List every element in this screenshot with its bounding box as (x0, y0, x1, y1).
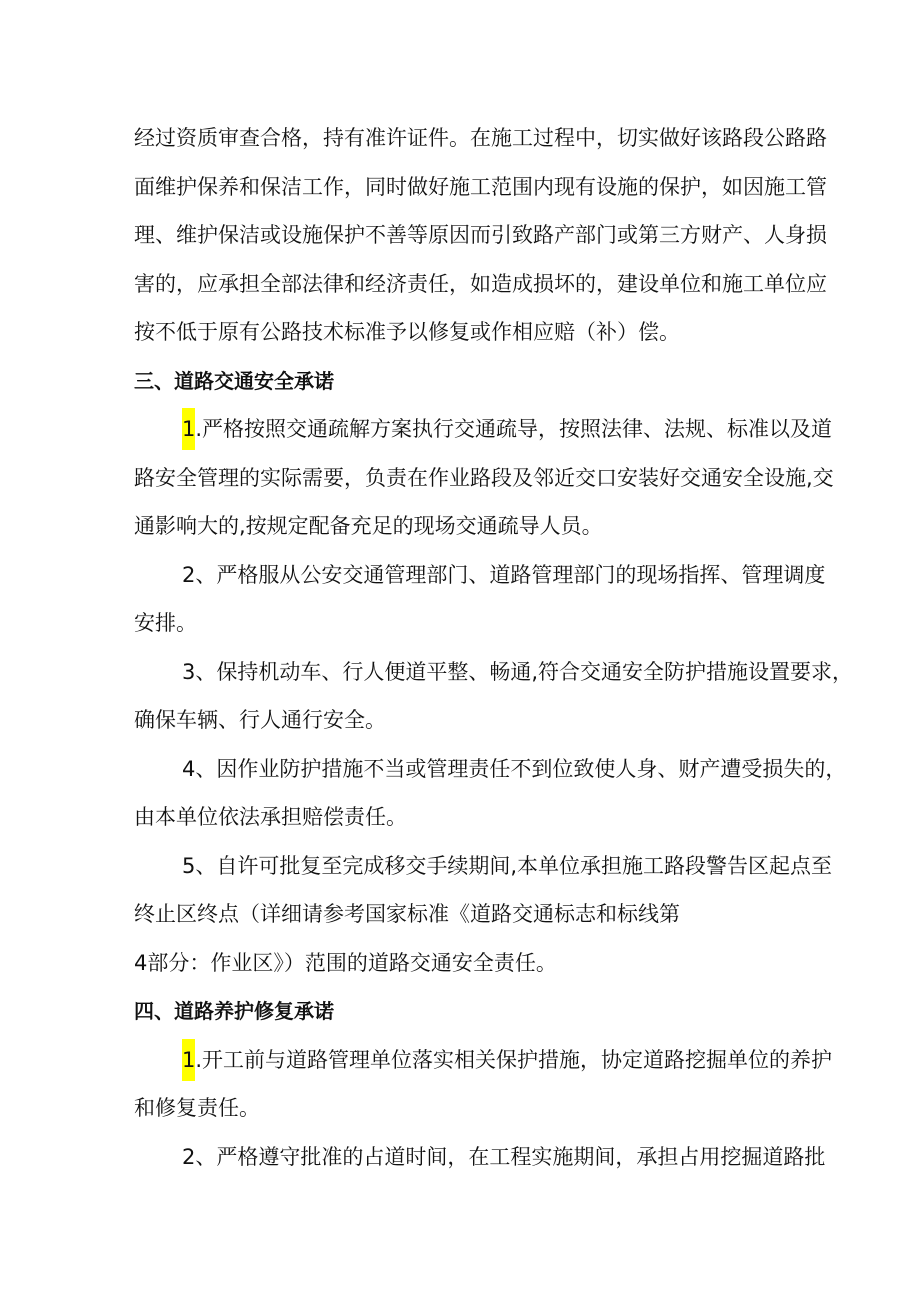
body-line: 和修复责任。 (134, 1096, 260, 1120)
body-line: 面维护保养和保洁工作，同时做好施工范围内现有设施的保护，如因施工管 (134, 175, 827, 199)
numbered-item: 2、严格遵守批准的占道时间，在工程实施期间，承担占用挖掘道路批 (182, 1145, 826, 1169)
numbered-item: 4、因作业防护措施不当或管理责任不到位致使人身、财产遭受损失的， (182, 757, 847, 781)
item-text: .严格按照交通疏解方案执行交通疏导，按照法律、法规、标准以及道 (195, 417, 833, 441)
body-line: 路安全管理的实际需要，负责在作业路段及邻近交口安装好交通安全设施,交 (134, 466, 834, 490)
highlighted-number: 1 (182, 1039, 195, 1081)
numbered-item (182, 1045, 832, 1075)
body-line: 按不低于原有公路技术标准予以修复或作相应赔（补）偿。 (134, 320, 680, 344)
item-text: .开工前与道路管理单位落实相关保护措施，协定道路挖掘单位的养护 (195, 1048, 833, 1072)
numbered-item (182, 414, 832, 444)
highlighted-number: 1 (182, 408, 195, 450)
section-heading-3: 三、道路交通安全承诺 (134, 369, 334, 393)
numbered-item: 5、自许可批复至完成移交手续期间,本单位承担施工路段警告区起点至 (182, 854, 833, 878)
body-line: 经过资质审查合格，持有准许证件。在施工过程中，切实做好该路段公路路 (134, 126, 827, 150)
body-line: 确保车辆、行人通行安全。 (134, 708, 386, 732)
body-line: 通影响大的,按规定配备充足的现场交通疏导人员。 (134, 514, 603, 538)
body-line: 4部分：作业区》）范围的道路交通安全责任。 (134, 951, 557, 975)
body-line: 安排。 (134, 611, 197, 635)
body-line: 由本单位依法承担赔偿责任。 (134, 805, 407, 829)
body-line: 终止区终点（详细请参考国家标准《道路交通标志和标线第 (134, 902, 680, 926)
numbered-item: 3、保持机动车、行人便道平整、畅通,符合交通安全防护措施设置要求， (182, 660, 854, 684)
numbered-item: 2、严格服从公安交通管理部门、道路管理部门的现场指挥、管理调度 (182, 563, 826, 587)
body-line: 害的，应承担全部法律和经济责任，如造成损坏的，建设单位和施工单位应 (134, 272, 827, 296)
section-heading-4: 四、道路养护修复承诺 (134, 999, 334, 1023)
body-line: 理、维护保洁或设施保护不善等原因而引致路产部门或第三方财产、人身损 (134, 223, 827, 247)
